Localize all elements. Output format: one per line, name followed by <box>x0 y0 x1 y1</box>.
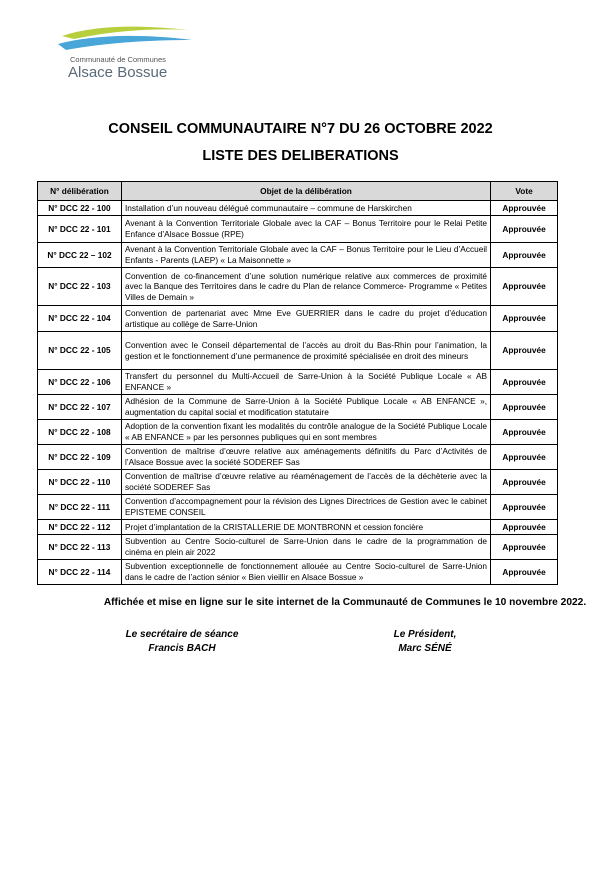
row-vote: Approuvée <box>491 535 558 560</box>
row-number: N° DCC 22 - 105 <box>38 332 122 370</box>
row-number: N° DCC 22 - 100 <box>38 201 122 216</box>
signature-left-role: Le secrétaire de séance <box>125 629 239 640</box>
signature-right <box>375 628 475 655</box>
row-object: Subvention exceptionnelle de fonctionnement allouée au Centre Socio-culturel de Sarre-Union dans le cadre de l’action sénior « Bien vieillir en Alsace Bossue » <box>121 560 490 585</box>
row-vote: Approuvée <box>491 332 558 370</box>
table-row <box>38 243 558 268</box>
row-object: Convention de co-financement d’une solution numérique relative aux commerces de proximité avec la Banque des Territoires dans le cadre du Plan de relance Commerce- Programme « Petites Villes de Demain » <box>121 268 490 306</box>
table-row <box>38 268 558 306</box>
row-object: Avenant à la Convention Territoriale Globale avec la CAF – Bonus Territoire pour le Relai Petite Enfance d’Alsace Bossue (RPE) <box>121 216 490 243</box>
table-row <box>38 445 558 470</box>
deliberations-table <box>37 181 558 585</box>
logo-name: Alsace Bossue <box>68 64 168 81</box>
row-vote: Approuvée <box>491 268 558 306</box>
signature-right-role: Le Président, <box>393 629 457 640</box>
row-object: Convention avec le Conseil départemental de l’accès au droit du Bas-Rhin pour l’animation, la gestion et le fonctionnement d’une permanence de proximité spécialisée en droit des mineurs <box>121 332 490 370</box>
row-object: Avenant à la Convention Territoriale Globale avec la CAF – Bonus Territoire pour le Lieu d’Accueil Enfants - Parents (LAEP) « La Maisonnette » <box>121 243 490 268</box>
table-row <box>38 470 558 495</box>
table-row <box>38 420 558 445</box>
row-vote: Approuvée <box>491 560 558 585</box>
logo-waves-icon <box>56 22 196 56</box>
row-vote: Approuvée <box>491 306 558 332</box>
table-header-row <box>38 182 558 201</box>
row-number: N° DCC 22 - 103 <box>38 268 122 306</box>
column-header-object: Objet de la délibération <box>121 182 490 201</box>
row-vote: Approuvée <box>491 445 558 470</box>
logo-subtitle: Communauté de Communes <box>70 55 166 64</box>
row-vote: Approuvée <box>491 243 558 268</box>
row-object: Convention d’accompagnement pour la révision des Lignes Directrices de Gestion avec le cabinet EPISTEME CONSEIL <box>121 495 490 520</box>
table-row <box>38 306 558 332</box>
row-vote: Approuvée <box>491 201 558 216</box>
column-header-vote: Vote <box>491 182 558 201</box>
row-object: Subvention au Centre Socio-culturel de Sarre-Union dans le cadre de la programmation de cinéma en plein air 2022 <box>121 535 490 560</box>
row-vote: Approuvée <box>491 420 558 445</box>
signature-right-name: Marc SÉNÉ <box>398 642 452 654</box>
publication-note: Affichée et mise en ligne sur le site internet de la Communauté de Communes le 10 novembre 2022. <box>103 597 587 608</box>
row-number: N° DCC 22 - 112 <box>38 520 122 535</box>
row-object: Adhésion de la Commune de Sarre-Union à la Société Publique Locale « AB ENFANCE », augmentation du capital social et modification statutaire <box>121 395 490 420</box>
row-object: Projet d’implantation de la CRISTALLERIE DE MONTBRONN et cession foncière <box>121 520 490 535</box>
signature-left-name: Francis BACH <box>148 642 216 654</box>
row-number: N° DCC 22 - 114 <box>38 560 122 585</box>
table-row <box>38 216 558 243</box>
row-number: N° DCC 22 - 110 <box>38 470 122 495</box>
table-row <box>38 201 558 216</box>
row-vote: Approuvée <box>491 395 558 420</box>
table-row <box>38 332 558 370</box>
table-row <box>38 535 558 560</box>
row-object: Convention de maîtrise d’œuvre relative aux aménagements définitifs du Parc d’Activités de l’Alsace Bossue avec la société SODEREF Sas <box>121 445 490 470</box>
page-subtitle: LISTE DES DELIBERATIONS <box>202 148 399 164</box>
logo <box>56 22 196 84</box>
row-vote: Approuvée <box>491 216 558 243</box>
table-row <box>38 370 558 395</box>
signature-left <box>117 628 247 655</box>
row-vote: Approuvée <box>491 495 558 520</box>
row-number: N° DCC 22 - 107 <box>38 395 122 420</box>
row-vote: Approuvée <box>491 520 558 535</box>
row-object: Adoption de la convention fixant les modalités du contrôle analogue de la Société Publique Locale « AB ENFANCE » par les personnes publiques qui en sont membres <box>121 420 490 445</box>
row-object: Convention de partenariat avec Mme Eve GUERRIER dans le cadre du projet d’éducation artistique au collège de Sarre-Union <box>121 306 490 332</box>
row-number: N° DCC 22 - 109 <box>38 445 122 470</box>
table-row <box>38 520 558 535</box>
row-object: Convention de maîtrise d’œuvre relative au réaménagement de l’accès de la déchèterie avec la société SODEREF Sas <box>121 470 490 495</box>
row-number: N° DCC 22 - 104 <box>38 306 122 332</box>
column-header-number: N° délibération <box>38 182 122 201</box>
page-title: CONSEIL COMMUNAUTAIRE N°7 DU 26 OCTOBRE 2022 <box>108 121 493 137</box>
row-number: N° DCC 22 - 111 <box>38 495 122 520</box>
row-vote: Approuvée <box>491 470 558 495</box>
table-row <box>38 495 558 520</box>
table-row <box>38 560 558 585</box>
row-object: Transfert du personnel du Multi-Accueil de Sarre-Union à la Société Publique Locale « AB ENFANCE » <box>121 370 490 395</box>
row-number: N° DCC 22 - 106 <box>38 370 122 395</box>
row-number: N° DCC 22 – 102 <box>38 243 122 268</box>
row-number: N° DCC 22 - 113 <box>38 535 122 560</box>
row-number: N° DCC 22 - 108 <box>38 420 122 445</box>
row-vote: Approuvée <box>491 370 558 395</box>
table-row <box>38 395 558 420</box>
row-number: N° DCC 22 - 101 <box>38 216 122 243</box>
row-object: Installation d’un nouveau délégué communautaire – commune de Harskirchen <box>121 201 490 216</box>
